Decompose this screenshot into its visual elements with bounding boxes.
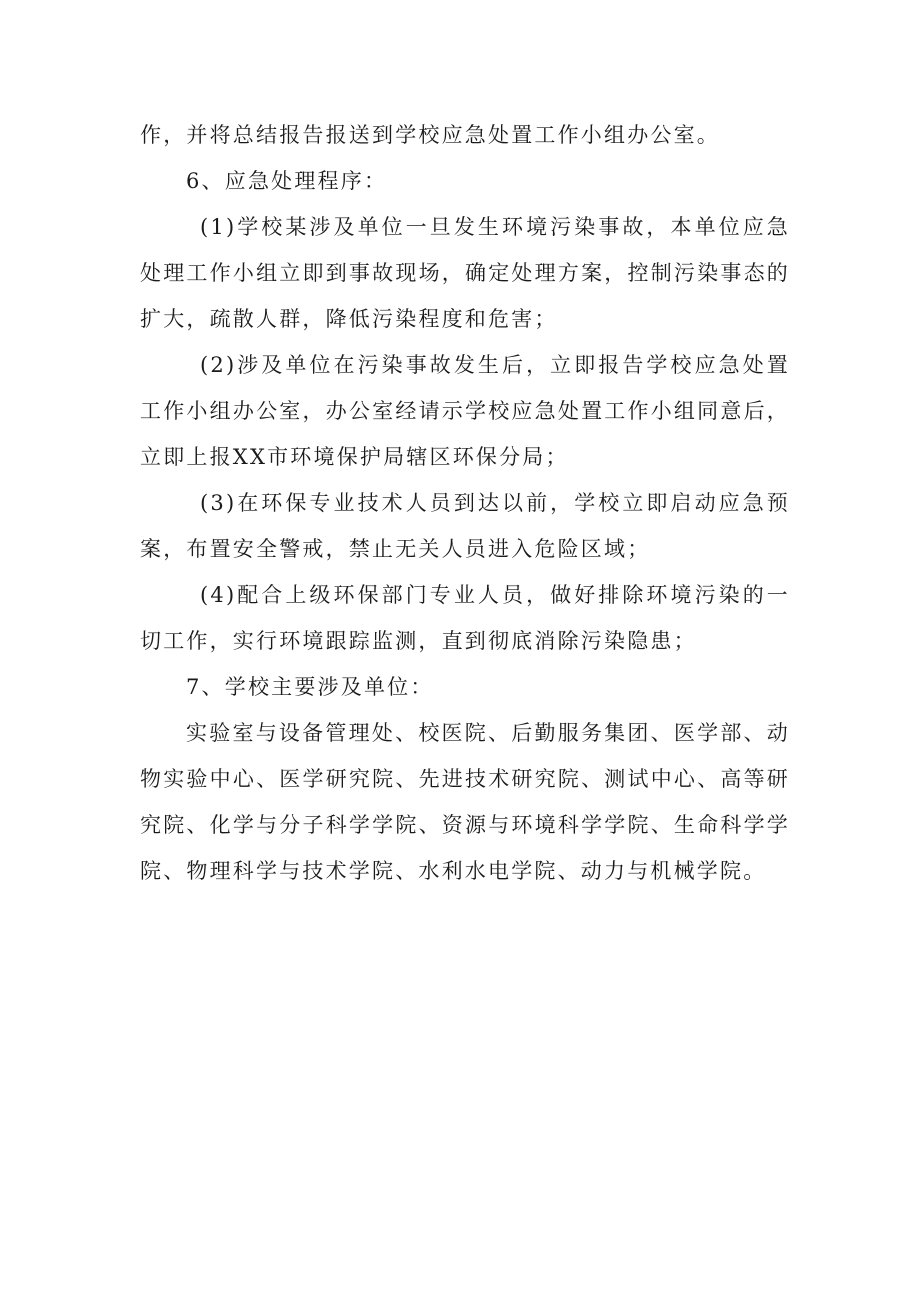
heading-emergency-procedure: 6、应急处理程序：: [186, 169, 388, 193]
involved-units-list: 实验室与设备管理处、校医院、后勤服务集团、医学部、动物实验中心、医学研究院、先进技术研究院、测试中心、高等研究院、化学与分子科学学院、资源与环境科学学院、生命科学学院、物理科学与技术学院、水利水电学院、动力与机械学院。: [140, 721, 790, 883]
procedure-step-4: (4)配合上级环保部门专业人员，做好排除环境污染的一切工作，实行环境跟踪监测，直到彻底消除污染隐患；: [140, 583, 790, 653]
procedure-step-3: (3)在环保专业技术人员到达以前，学校立即启动应急预案，布置安全警戒，禁止无关人员进入危险区域；: [140, 491, 790, 561]
paragraph-summary-report: 作，并将总结报告报送到学校应急处置工作小组办公室。: [140, 123, 720, 147]
heading-involved-units: 7、学校主要涉及单位：: [186, 675, 434, 699]
procedure-step-2: (2)涉及单位在污染事故发生后，立即报告学校应急处置工作小组办公室，办公室经请示学校应急处置工作小组同意后，立即上报XX市环境保护局辖区环保分局；: [140, 353, 790, 469]
document-body: [140, 112, 790, 894]
procedure-step-1: (1)学校某涉及单位一旦发生环境污染事故，本单位应急处理工作小组立即到事故现场，确定处理方案，控制污染事态的扩大，疏散人群，降低污染程度和危害；: [140, 215, 790, 331]
